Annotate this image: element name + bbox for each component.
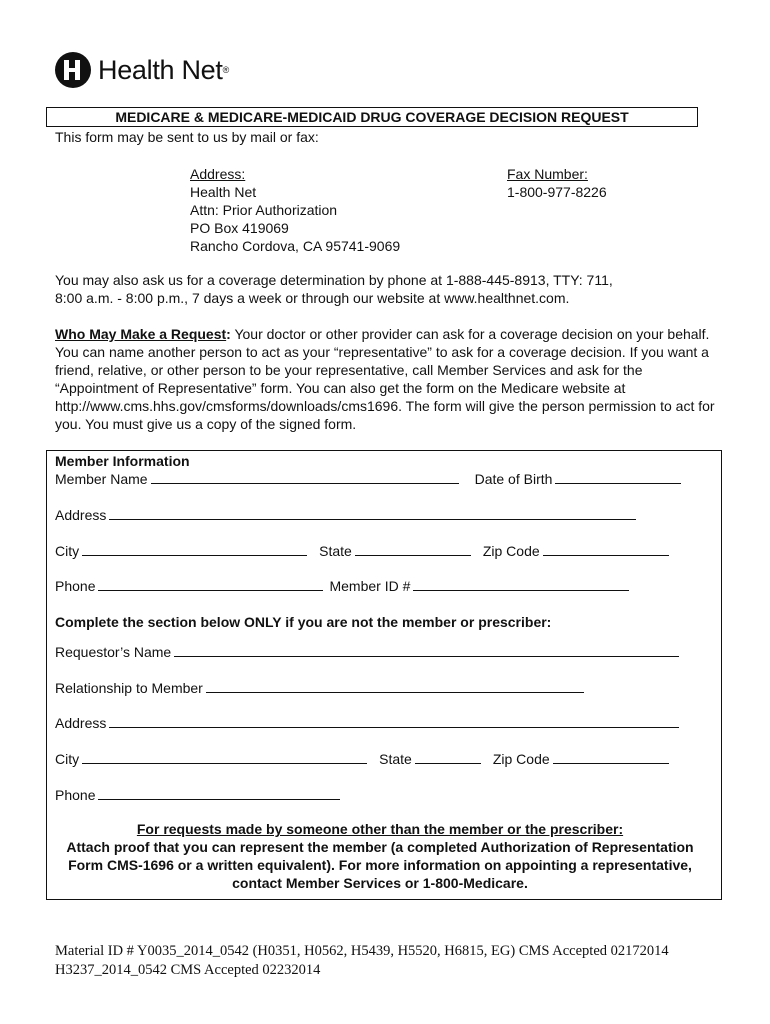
requestor-address-field[interactable] <box>109 714 679 728</box>
representative-notice <box>60 820 700 892</box>
requestor-name-field[interactable] <box>174 643 679 657</box>
fax-number: 1-800-977-8226 <box>507 184 607 200</box>
member-address-field[interactable] <box>109 506 636 520</box>
member-city-row <box>55 542 669 560</box>
phone-paragraph <box>55 271 613 307</box>
requestor-zip-field[interactable] <box>553 750 669 764</box>
member-city-label: City <box>55 543 80 559</box>
member-zip-field[interactable] <box>543 542 669 556</box>
member-name-label: Member Name <box>55 471 148 487</box>
address-line: Attn: Prior Authorization <box>190 202 338 218</box>
logo-wordmark: Health Net <box>98 54 223 85</box>
requestor-name-row <box>55 643 679 661</box>
requestor-instruction: Complete the section below ONLY if you are not the member or prescriber: <box>55 614 552 630</box>
requestor-city-field[interactable] <box>82 750 367 764</box>
logo-registered-mark: ® <box>222 65 230 75</box>
footer-line: Material ID # Y0035_2014_0542 (H0351, H0562, H5439, H5520, H6815, EG) CMS Accepted 02172014 <box>55 943 669 959</box>
requestor-state-label: State <box>379 751 412 767</box>
phone-paragraph-line: 8:00 a.m. - 8:00 p.m., 7 days a week or through our website at www.healthnet.com. <box>55 290 570 306</box>
member-name-field[interactable] <box>151 470 459 484</box>
member-address-label: Address <box>55 507 107 523</box>
who-may-heading: Who May Make a Request <box>55 326 227 342</box>
relationship-field[interactable] <box>206 679 584 693</box>
requestor-name-label: Requestor’s Name <box>55 644 172 660</box>
requestor-phone-label: Phone <box>55 787 96 803</box>
requestor-phone-row <box>55 786 340 804</box>
relationship-row <box>55 679 584 697</box>
requestor-address-label: Address <box>55 715 107 731</box>
requestor-zip-label: Zip Code <box>492 751 550 767</box>
dob-label: Date of Birth <box>474 471 553 487</box>
health-net-logo <box>54 50 229 90</box>
member-phone-field[interactable] <box>98 577 323 591</box>
requestor-city-label: City <box>55 751 80 767</box>
requestor-address-row <box>55 714 679 732</box>
address-block <box>190 165 400 255</box>
material-id-footer <box>55 942 669 980</box>
intro-text: This form may be sent to us by mail or fax: <box>55 129 319 145</box>
footer-line: H3237_2014_0542 CMS Accepted 02232014 <box>55 962 321 978</box>
notice-body: Attach proof that you can represent the member (a completed Authorization of Representation Form CMS-1696 or a written equivalent). For more information on appointing a representative, contact Member Services or 1-800-Medicare. <box>66 839 694 891</box>
address-line: Rancho Cordova, CA 95741-9069 <box>190 238 401 254</box>
phone-paragraph-line: You may also ask us for a coverage determination by phone at 1-888-445-8913, TTY: 711, <box>55 272 613 288</box>
requestor-phone-field[interactable] <box>98 786 340 800</box>
member-state-label: State <box>319 543 352 559</box>
who-may-paragraph <box>55 325 723 433</box>
form-title: MEDICARE & MEDICARE-MEDICAID DRUG COVERAGE DECISION REQUEST <box>46 107 698 127</box>
fax-label: Fax Number: <box>507 166 588 182</box>
member-address-row <box>55 506 636 524</box>
member-id-field[interactable] <box>413 577 629 591</box>
fax-block <box>507 165 607 201</box>
health-net-logo-icon <box>54 51 92 89</box>
address-line: PO Box 419069 <box>190 220 289 236</box>
dob-field[interactable] <box>555 470 681 484</box>
member-state-field[interactable] <box>355 542 471 556</box>
member-phone-label: Phone <box>55 578 96 594</box>
address-line: Health Net <box>190 184 257 200</box>
notice-heading: For requests made by someone other than the member or the prescriber: <box>136 821 624 837</box>
address-label: Address: <box>190 166 246 182</box>
member-phone-row <box>55 577 629 595</box>
requestor-state-field[interactable] <box>415 750 481 764</box>
member-id-label: Member ID # <box>329 578 411 594</box>
who-may-text: Your doctor or other provider can ask for a coverage decision on your behalf. You can name another person to act as your “representative” to ask for a coverage decision. If you want a friend, relative, or other person to be your representative, call Member Services and ask for the “Appointment of Representative” form. You can also get the form on the Medicare website at http://www.cms.hhs.gov/cmsforms/downloads/cms1696. The form will give the person permission to act for you. You must give us a copy of the signed form. <box>55 326 715 432</box>
relationship-label: Relationship to Member <box>55 680 203 696</box>
who-may-colon: : <box>226 326 231 342</box>
member-section-title: Member Information <box>55 453 190 469</box>
member-zip-label: Zip Code <box>482 543 540 559</box>
member-city-field[interactable] <box>82 542 307 556</box>
member-name-row <box>55 470 681 488</box>
requestor-city-row <box>55 750 669 768</box>
